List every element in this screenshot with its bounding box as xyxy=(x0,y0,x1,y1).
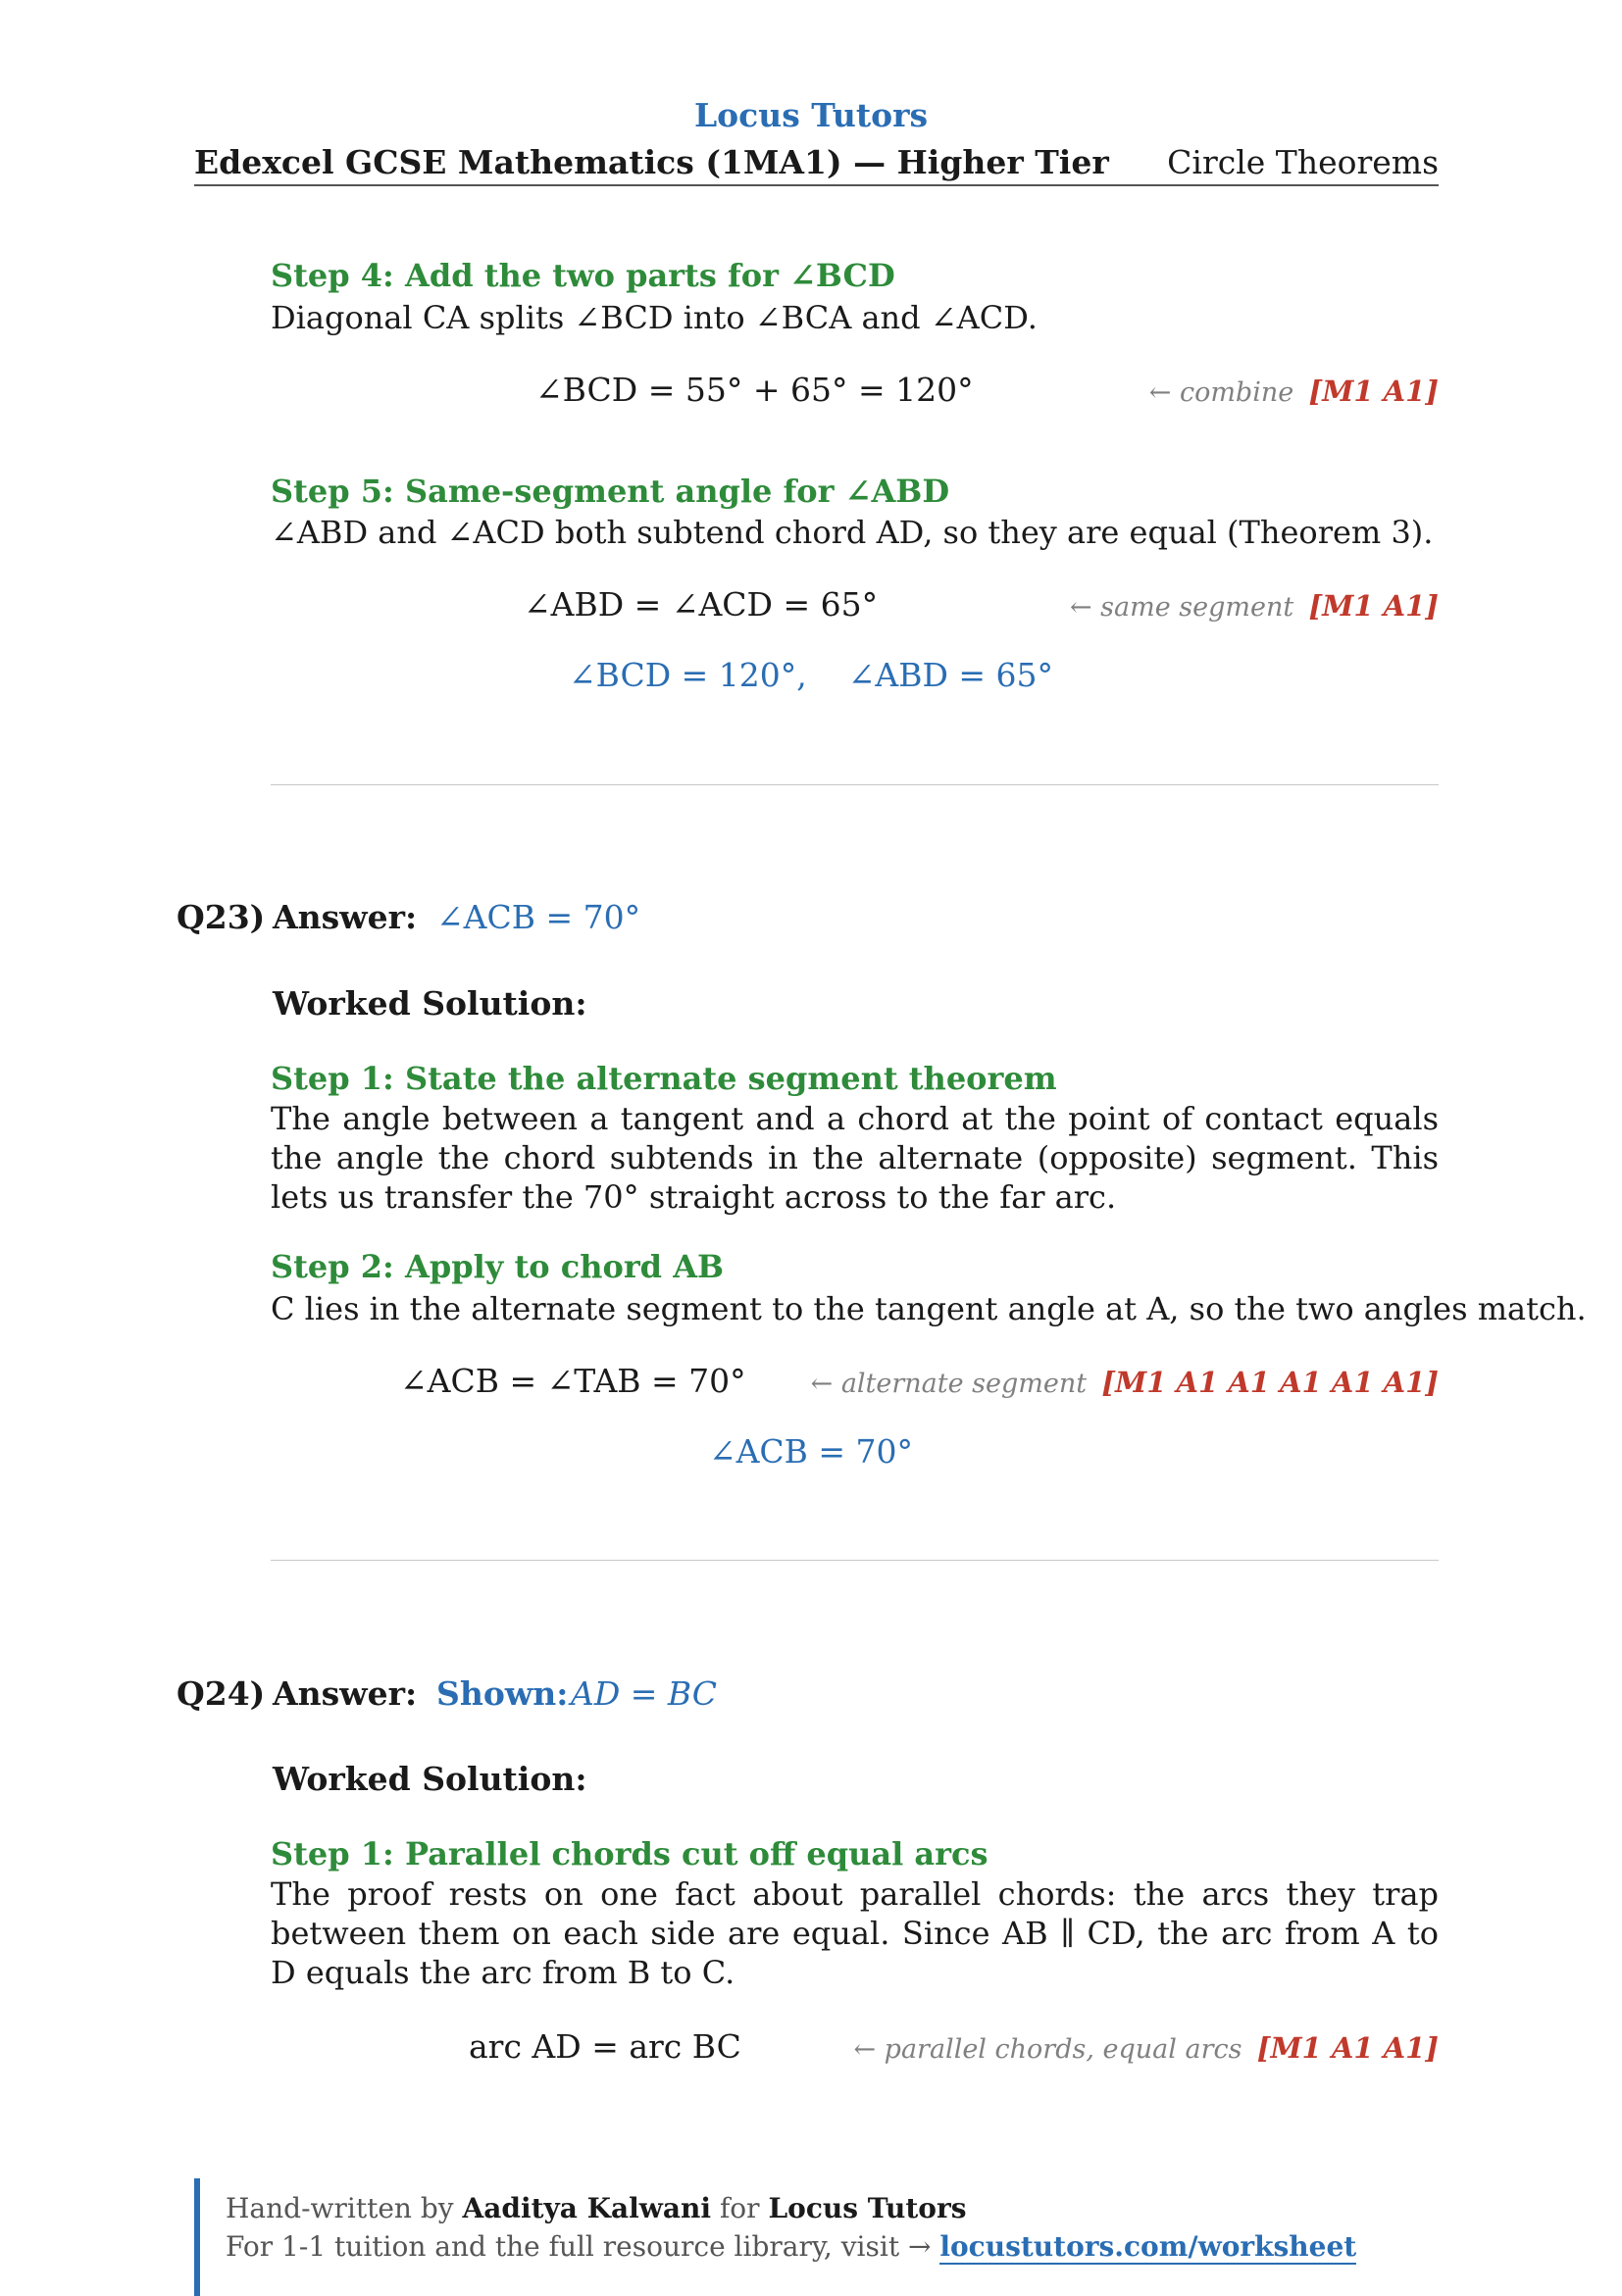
divider xyxy=(271,784,1439,785)
q22-step4-annotation xyxy=(1149,374,1439,408)
q23-step2-text: C lies in the alternate segment to the tangent angle at A, so the two angles match. xyxy=(271,1290,1587,1327)
q23-step2-marks: [M1 A1 A1 A1 A1 A1] xyxy=(1101,1366,1439,1399)
q22-step4-title: Step 4: Add the two parts for ∠BCD xyxy=(271,257,895,294)
q23-step2-title: Step 2: Apply to chord AB xyxy=(271,1248,725,1285)
q24-answer: AD = BC xyxy=(571,1674,718,1713)
q23-worked-heading: Worked Solution: xyxy=(273,984,587,1023)
q23-step1-text: The angle between a tangent and a chord at the point of contact equals the angle the chord subtends in the alternate (opposite) segment. This lets us transfer the 70° straight across to the far arc. xyxy=(271,1100,1439,1216)
footer-credit-prefix: Hand-written by xyxy=(226,2192,454,2224)
course-title: Edexcel GCSE Mathematics (1MA1) — Higher Tier xyxy=(194,143,1109,181)
header-rule xyxy=(194,184,1439,186)
q22-step5-equation: ∠ABD = ∠ACD = 65° xyxy=(524,585,879,624)
footer-link[interactable]: locustutors.com/worksheet xyxy=(939,2230,1357,2263)
q22-step4-marks: [M1 A1] xyxy=(1308,374,1439,408)
footer-author: Aaditya Kalwani xyxy=(462,2192,712,2224)
footer-visit xyxy=(226,2230,1356,2263)
q23-answer: ∠ACB = 70° xyxy=(436,898,641,936)
q24-step1-note: ← parallel chords, equal arcs xyxy=(853,2034,1242,2065)
q23-step2-annotation xyxy=(811,1366,1439,1399)
q24-step1-equation: arc AD = arc BC xyxy=(469,2027,741,2066)
brand-title: Locus Tutors xyxy=(693,96,929,134)
q23-step1-title: Step 1: State the alternate segment theorem xyxy=(271,1060,1057,1097)
footer-visit-text: For 1-1 tuition and the full resource library, visit → xyxy=(226,2230,932,2263)
q22-step5-title: Step 5: Same-segment angle for ∠ABD xyxy=(271,473,950,510)
q24-step1-text: The proof rests on one fact about parallel chords: the arcs they trap between them on each side are equal. Since AB ∥ CD, the arc from A to D equals the arc from B to C. xyxy=(271,1875,1439,1991)
divider xyxy=(271,1560,1439,1561)
q24-worked-heading: Worked Solution: xyxy=(273,1760,587,1798)
q23-step2-equation: ∠ACB = ∠TAB = 70° xyxy=(400,1362,746,1400)
q22-step4-text: Diagonal CA splits ∠BCD into ∠BCA and ∠ACD. xyxy=(271,299,1038,336)
q24-step1-annotation xyxy=(853,2031,1439,2065)
q23-answer-label: Answer: xyxy=(273,898,418,936)
q23-step2-note: ← alternate segment xyxy=(810,1369,1088,1399)
topic-title: Circle Theorems xyxy=(1167,143,1439,181)
q24-label: Q24) xyxy=(177,1674,266,1713)
q24-answer-label: Answer: xyxy=(273,1674,418,1713)
q22-step4-note: ← combine xyxy=(1148,377,1294,408)
q22-step5-annotation xyxy=(1070,589,1439,623)
q22-step4-equation: ∠BCD = 55° + 65° = 120° xyxy=(535,371,974,409)
q22-step5-marks: [M1 A1] xyxy=(1308,589,1439,623)
q22-step5-note: ← same segment xyxy=(1069,592,1294,623)
q24-step1-title: Step 1: Parallel chords cut off equal arcs xyxy=(271,1835,988,1872)
footer-org: Locus Tutors xyxy=(768,2192,967,2224)
q22-result: ∠BCD = 120°, ∠ABD = 65° xyxy=(568,656,1054,694)
q24-step1-marks: [M1 A1 A1] xyxy=(1256,2031,1439,2065)
q22-step5-text: ∠ABD and ∠ACD both subtend chord AD, so they are equal (Theorem 3). xyxy=(271,514,1434,551)
footer-accent-bar xyxy=(194,2178,200,2296)
footer-credit-mid: for xyxy=(719,2192,760,2224)
q24-answer-prefix: Shown: xyxy=(436,1674,569,1713)
q23-label: Q23) xyxy=(177,898,266,936)
footer-credit xyxy=(226,2192,966,2224)
q23-result: ∠ACB = 70° xyxy=(708,1432,914,1471)
